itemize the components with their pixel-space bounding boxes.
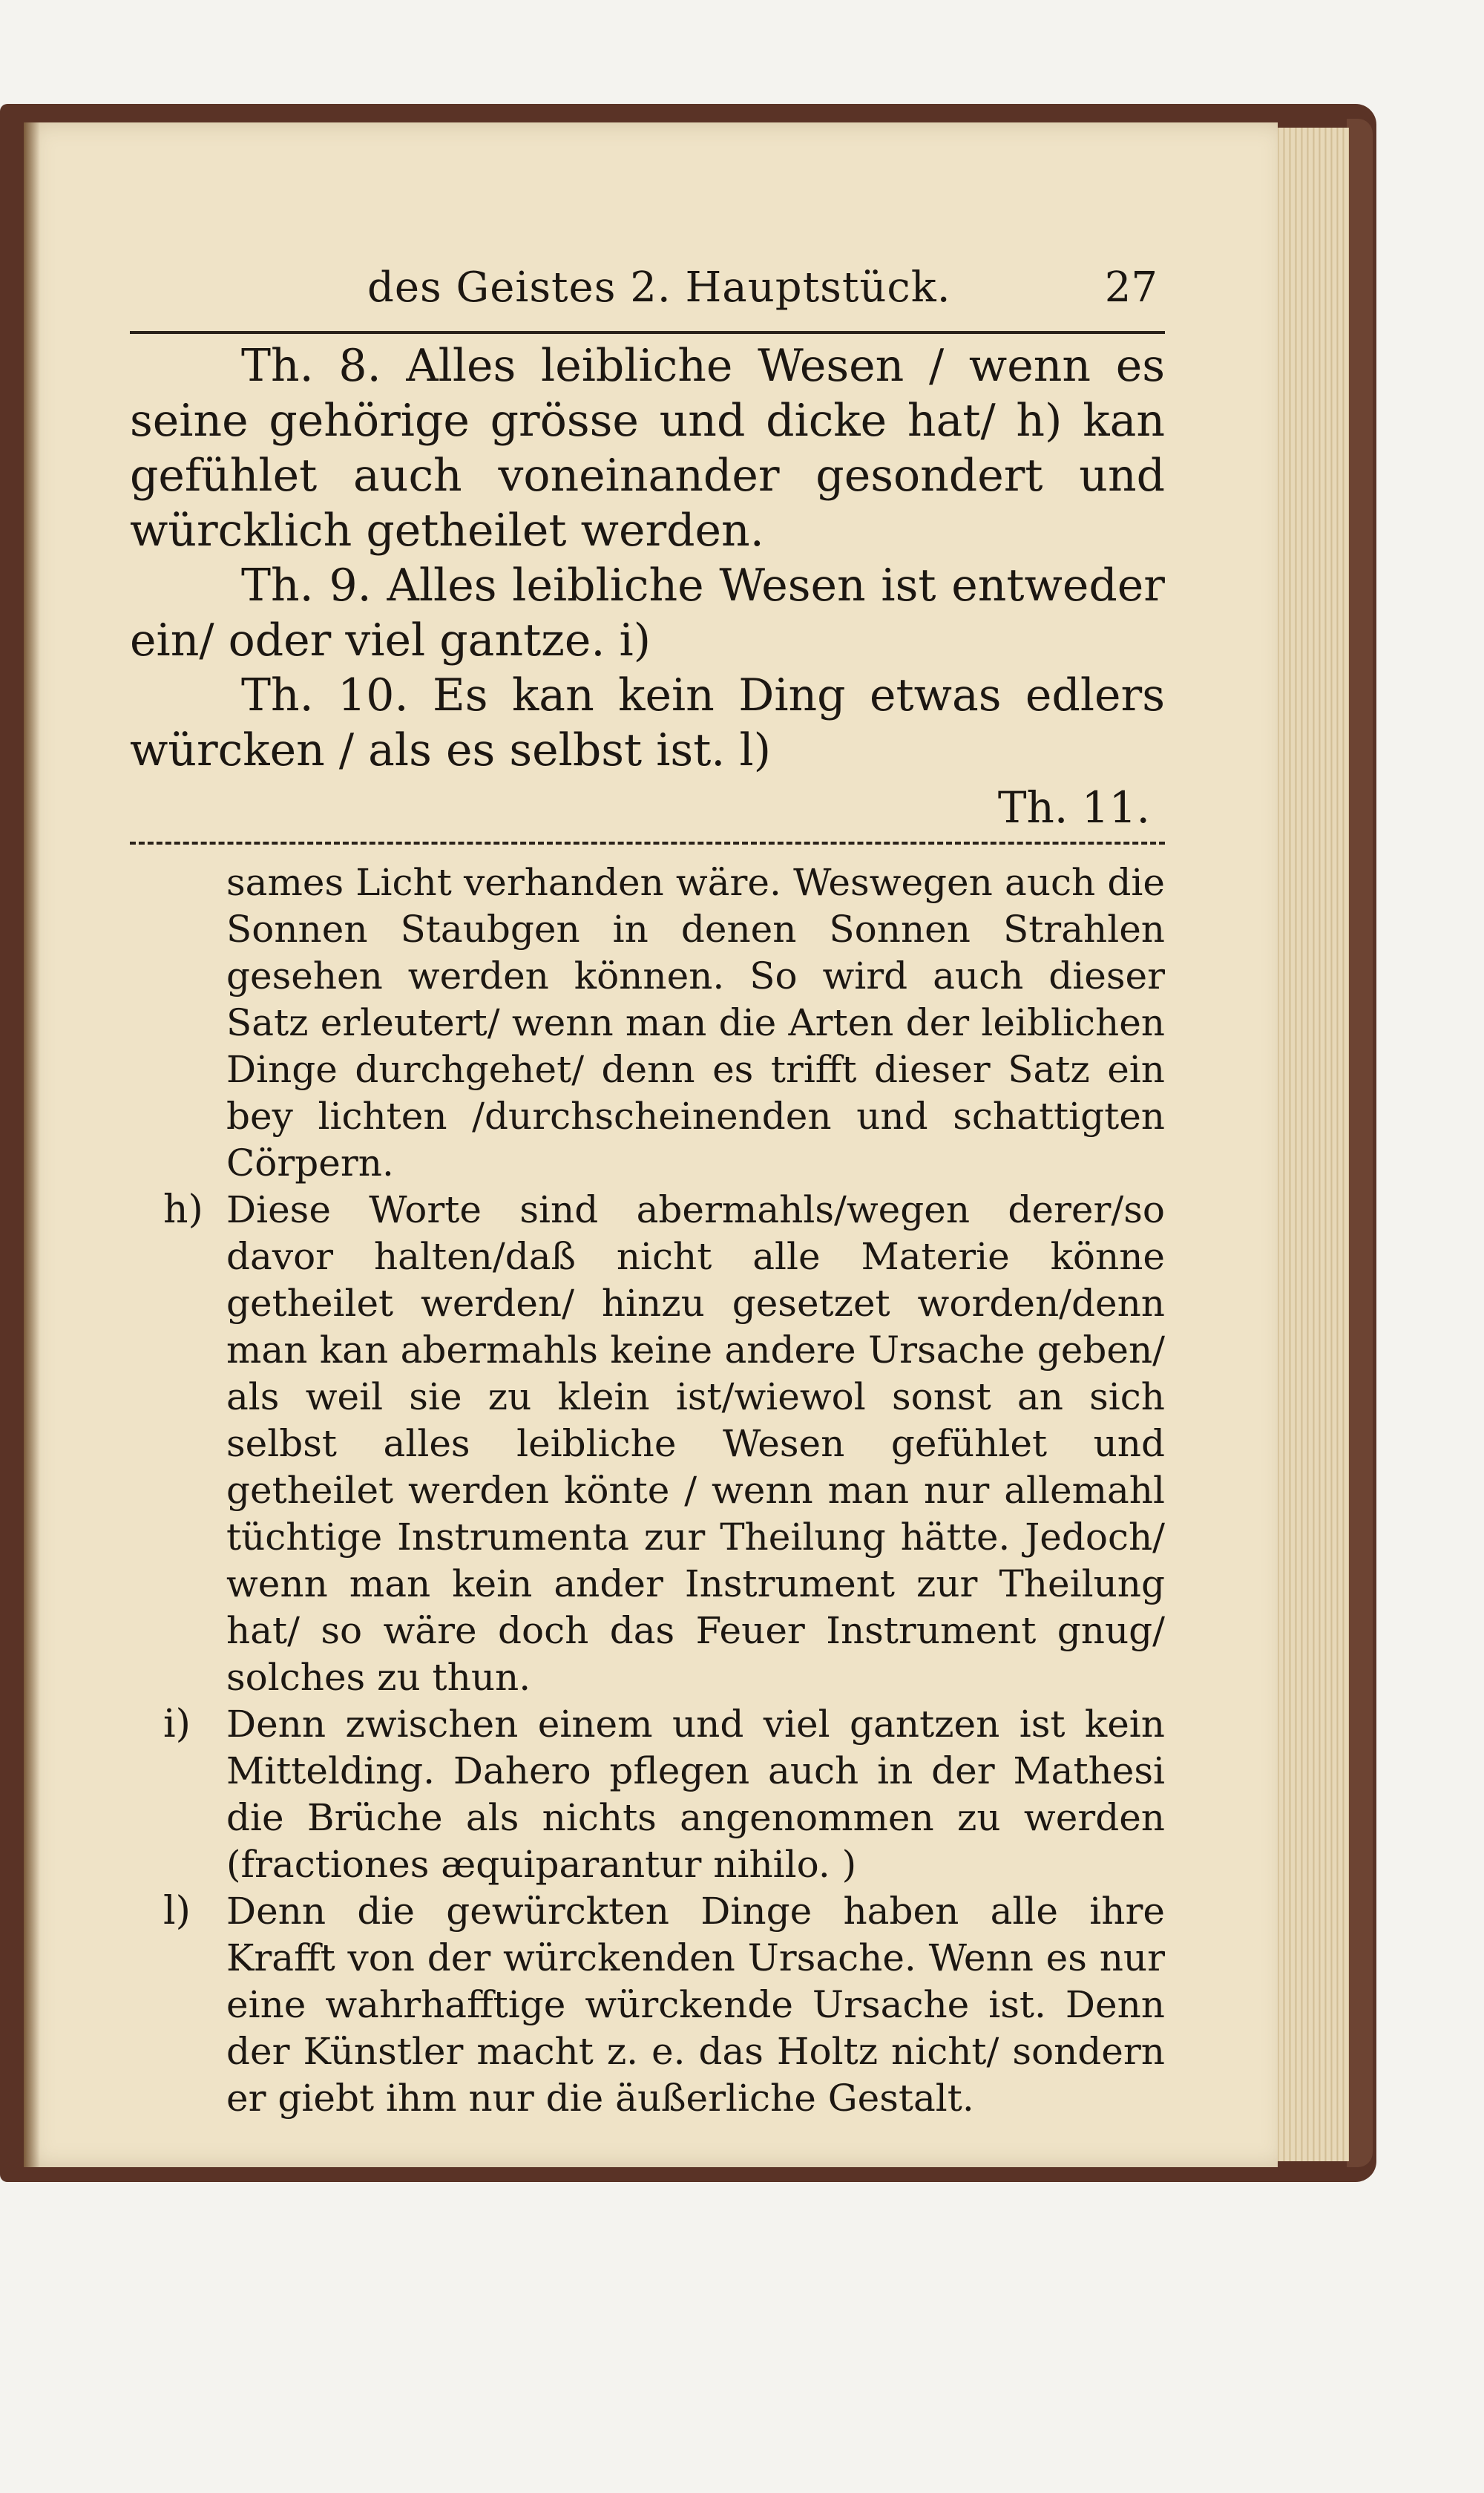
page-content [130, 260, 1165, 2122]
page-number: 27 [1104, 263, 1158, 312]
footnote-text: Denn zwischen einem und viel gantzen ist kein Mittelding. Dahero pflegen auch in der Mathesi die Brüche als nichts angenommen zu werden (fractiones æquiparantur nihilo. ) [226, 1703, 1165, 1886]
catchword: Th. 11. [997, 782, 1150, 833]
thesis-9: Th. 9. Alles leibliche Wesen ist entweder ein/ oder viel gantze. i) [130, 560, 1165, 666]
footnote-h [130, 1187, 1165, 1701]
footnote-i [130, 1701, 1165, 1888]
footnote-l [130, 1888, 1165, 2122]
footnote-continuation: sames Licht verhanden wäre. Weswegen auch die Sonnen Staubgen in denen Sonnen Strahlen gesehen werden können. So wird auch dieser Satz erleutert/ wenn man die Arten der leiblichen Dinge durchgehet/ denn es trifft dieser Satz ein bey lichten /durchscheinenden und schattigten Cörpern. [226, 861, 1165, 1185]
running-title: des Geistes 2. Hauptstück. [367, 263, 951, 312]
footnote-marker: l) [163, 1889, 191, 1933]
thesis-8: Th. 8. Alles leibliche Wesen / wenn es seine gehörige grösse und dicke hat/ h) kan gefühlet auch voneinander gesondert und würcklich getheilet werden. [130, 340, 1165, 557]
footnotes [130, 859, 1165, 2122]
footnote-marker: h) [163, 1187, 203, 1232]
cover-edge [1347, 119, 1373, 2167]
footnote-text: Denn die gewürckten Dinge haben alle ihre Krafft von der würckenden Ursache. Wenn es nur eine wahrhafftige würckende Ursache ist. Denn der Künstler macht z. e. das Holtz nicht/ sondern er giebt ihm nur die äußerliche Gestalt. [226, 1890, 1165, 2120]
footnote-marker: i) [163, 1702, 191, 1746]
footnote-text: Diese Worte sind abermahls/wegen derer/so davor halten/daß nicht alle Materie könne getheilet werden/ hinzu gesetzet worden/denn man kan abermahls keine andere Ursache geben/ als weil sie zu klein ist/wiewol sonst an sich selbst alles leibliche Wesen gefühlet und getheilet werden könte / wenn man nur allemahl tüchtige Instrumenta zur Theilung hätte. Jedoch/ wenn man kein ander Instrument zur Theilung hat/ so wäre doch das Feuer Instrument gnug/ solches zu thun. [226, 1188, 1165, 1699]
footnote-rule [130, 842, 1165, 845]
thesis-10: Th. 10. Es kan kein Ding etwas edlers würcken / als es selbst ist. l) [130, 669, 1165, 776]
page-gutter [24, 122, 40, 2167]
running-head [130, 260, 1165, 327]
header-rule [130, 331, 1165, 334]
